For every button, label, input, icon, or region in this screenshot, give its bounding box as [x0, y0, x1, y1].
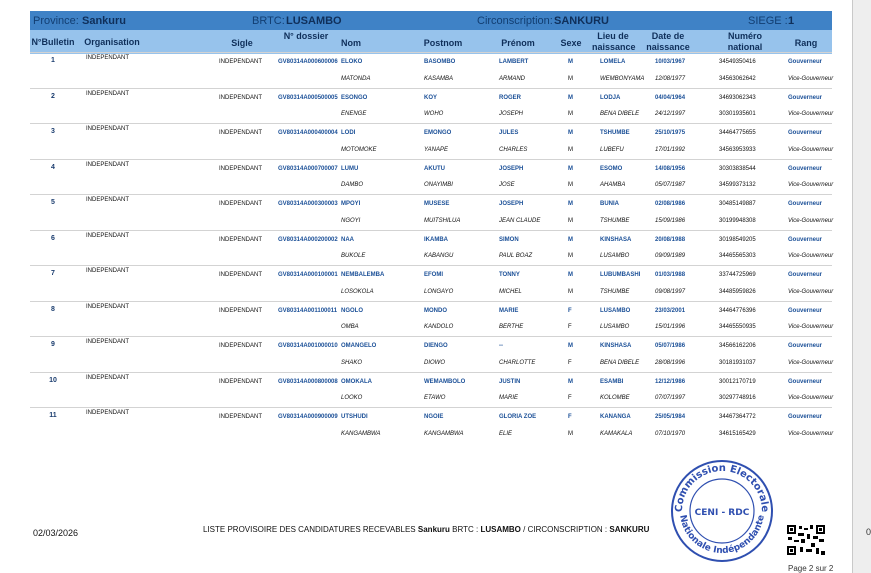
governor-row	[30, 336, 832, 355]
cell-sigle: INDEPENDANT	[219, 272, 263, 278]
cell-lieu: BUNIA	[600, 201, 619, 207]
cell-sexe: M	[568, 94, 573, 101]
bulletin-number: 4	[51, 163, 55, 171]
cell-numero: 34563953933	[719, 146, 756, 153]
cell-date: 23/03/2001	[655, 307, 686, 314]
cell-numero: 34464776396	[719, 307, 756, 314]
cell-rang: Gouverneur	[788, 236, 823, 243]
vice-governor-row	[30, 176, 832, 194]
col-date: Date de naissance	[646, 31, 690, 52]
cell-dossier: GV80314A001100011	[278, 307, 338, 314]
cell-sexe: M	[568, 75, 573, 82]
cell-date: 28/08/1996	[655, 359, 686, 366]
cell-rang: Vice-Gouverneur	[788, 253, 834, 259]
cell-rang: Vice-Gouverneur	[788, 146, 834, 153]
vice-governor-row	[30, 247, 832, 265]
cell-postnom: DIENGO	[424, 343, 448, 349]
cell-rang: Gouverneur	[788, 343, 823, 349]
organisation: INDEPENDANT	[86, 232, 130, 239]
organisation: INDEPENDANT	[86, 197, 130, 203]
bulletin-number: 10	[49, 376, 57, 384]
cell-date: 05/07/1987	[655, 182, 686, 188]
cell-date: 04/04/1964	[655, 94, 686, 101]
cell-numero: 30012170719	[719, 378, 756, 385]
cell-dossier: GV80314A000800008	[278, 378, 338, 385]
cell-lieu: BENA DIBELE	[600, 359, 640, 366]
cell-numero: 30199948308	[719, 217, 756, 224]
cell-sexe: F	[568, 414, 572, 420]
cell-prenom: ELIE	[499, 430, 513, 437]
bulletin-number: 2	[51, 92, 55, 100]
cell-nom: MPOYI	[341, 201, 361, 207]
cell-sexe: F	[568, 395, 572, 401]
col-bulletin: N°Bulletin	[31, 37, 75, 47]
cell-nom: MOTOMOKE	[341, 146, 377, 153]
header-bar	[30, 11, 832, 30]
cell-date: 14/08/1956	[655, 165, 686, 172]
cell-lieu: ESOMO	[600, 165, 623, 172]
cell-sexe: M	[568, 378, 573, 385]
ceni-stamp	[668, 455, 776, 563]
cell-numero: 34693062343	[719, 94, 756, 101]
cell-lieu: KANANGA	[600, 414, 631, 420]
siege-label: SIEGE :	[748, 14, 788, 27]
vice-governor-row	[30, 389, 832, 407]
col-numero: Numéro national	[727, 31, 763, 52]
col-lieu: Lieu de naissance	[592, 31, 636, 52]
cell-sigle: INDEPENDANT	[219, 59, 263, 65]
cell-numero: 34566162206	[719, 343, 756, 349]
cell-postnom: EFOMI	[424, 272, 443, 278]
cell-nom: DAMBO	[341, 182, 364, 188]
cell-rang: Gouverneur	[788, 378, 823, 385]
cell-lieu: KINSHASA	[600, 236, 632, 243]
cell-postnom: YANAPE	[424, 146, 449, 153]
organisation: INDEPENDANT	[86, 268, 130, 274]
qr-code-icon	[786, 524, 826, 556]
governor-row	[30, 407, 832, 426]
cell-date: 24/12/1997	[655, 111, 686, 117]
cell-prenom: --	[499, 343, 503, 349]
cell-date: 15/01/1996	[655, 324, 686, 330]
cell-lieu: LODJA	[600, 94, 621, 101]
cell-sigle: INDEPENDANT	[219, 94, 263, 101]
footer-date: 02/03/2026	[33, 528, 79, 538]
organisation: INDEPENDANT	[86, 339, 130, 345]
cell-prenom: TONNY	[499, 272, 520, 278]
cell-lieu: LUBUMBASHI	[600, 272, 641, 278]
cell-sexe: M	[568, 288, 573, 295]
cell-prenom: JOSE	[499, 182, 515, 188]
province-value: Sankuru	[82, 14, 127, 27]
vice-governor-row	[30, 318, 832, 336]
governor-row	[30, 230, 832, 249]
vice-governor-row	[30, 425, 832, 443]
cell-rang: Gouverneur	[788, 130, 823, 136]
cell-date: 10/03/1967	[655, 59, 686, 65]
cell-rang: Vice-Gouverneur	[788, 395, 834, 401]
governor-row	[30, 159, 832, 178]
cell-sexe: M	[568, 430, 573, 437]
cell-nom: OMOKALA	[341, 378, 372, 385]
cell-sigle: INDEPENDANT	[219, 236, 263, 243]
cell-numero: 30198549205	[719, 236, 756, 243]
col-dossier: N° dossier	[283, 31, 329, 41]
col-postnom: Postnom	[423, 38, 463, 48]
cell-sexe: M	[568, 130, 573, 136]
cell-numero: 34464775655	[719, 130, 756, 136]
cell-rang: Vice-Gouverneur	[788, 288, 834, 295]
governor-row	[30, 123, 832, 142]
cell-sigle: INDEPENDANT	[219, 130, 263, 136]
cell-prenom: BERTHE	[499, 324, 524, 330]
cell-date: 02/08/1986	[655, 201, 686, 207]
province-label: Province:	[33, 14, 79, 27]
cell-date: 15/09/1986	[655, 217, 686, 224]
organisation: INDEPENDANT	[86, 55, 130, 61]
cell-sexe: M	[568, 201, 573, 207]
cell-sexe: M	[568, 59, 573, 65]
cell-nom: LODI	[341, 130, 356, 136]
cell-lieu: LUBEFU	[600, 146, 624, 153]
governor-row	[30, 265, 832, 284]
cell-date: 20/08/1988	[655, 236, 686, 243]
cell-prenom: PAUL BOAZ	[499, 253, 533, 259]
vice-governor-row	[30, 70, 832, 88]
cell-date: 12/12/1986	[655, 378, 686, 385]
cell-date: 12/08/1977	[655, 75, 686, 82]
cell-numero: 34599373132	[719, 182, 756, 188]
cell-lieu: LUSAMBO	[600, 307, 631, 314]
cell-rang: Gouverneur	[788, 414, 823, 420]
cell-dossier: GV80314A000100001	[278, 272, 338, 278]
brtc-value: LUSAMBO	[286, 14, 342, 27]
cell-sexe: M	[568, 272, 573, 278]
cell-postnom: MUITSHILUA	[424, 217, 461, 224]
cell-sexe: F	[568, 359, 572, 366]
cell-prenom: MICHEL	[499, 288, 522, 295]
cell-rang: Vice-Gouverneur	[788, 111, 834, 117]
cell-rang: Vice-Gouverneur	[788, 182, 834, 188]
bulletin-number: 11	[49, 412, 57, 419]
cell-dossier: GV80314A000200002	[278, 236, 338, 243]
cell-rang: Gouverneur	[788, 201, 823, 207]
cell-postnom: ONAYIMBI	[424, 182, 453, 188]
bulletin-number: 9	[51, 341, 55, 348]
cell-numero: 34467364772	[719, 414, 756, 420]
cell-nom: LUMU	[341, 165, 359, 172]
cell-nom: OMANGELO	[341, 343, 377, 349]
col-prenom: Prénom	[501, 38, 535, 48]
cell-nom: BUKOLE	[341, 253, 366, 259]
vice-governor-row	[30, 354, 832, 372]
cell-lieu: ESAMBI	[600, 378, 624, 385]
cell-nom: ESONGO	[341, 94, 368, 101]
cell-sexe: F	[568, 307, 572, 314]
cell-postnom: KOY	[424, 94, 438, 101]
cell-rang: Vice-Gouverneur	[788, 324, 834, 330]
cell-date: 09/08/1997	[655, 288, 686, 295]
cell-prenom: MARIE	[499, 307, 519, 314]
governor-row	[30, 52, 832, 71]
cell-lieu: BENA DIBELE	[600, 111, 640, 117]
cell-lieu: KINSHASA	[600, 343, 632, 349]
cell-postnom: NGOIE	[424, 414, 444, 420]
cell-date: 07/10/1970	[655, 430, 686, 437]
cell-nom: KANGAMBWA	[341, 430, 381, 437]
column-header-row	[30, 30, 832, 54]
cell-rang: Vice-Gouverneur	[788, 75, 834, 82]
cell-rang: Gouverneur	[788, 272, 823, 278]
cell-numero: 30297748916	[719, 395, 756, 401]
cell-nom: NEMBALEMBA	[341, 272, 385, 278]
cell-prenom: JUSTIN	[499, 378, 521, 385]
cell-lieu: LUSAMBO	[600, 324, 630, 330]
page-edge	[852, 0, 871, 573]
cell-sigle: INDEPENDANT	[219, 201, 263, 207]
cell-postnom: KANDOLO	[424, 324, 454, 330]
governor-row	[30, 88, 832, 107]
cell-sigle: INDEPENDANT	[219, 165, 263, 172]
col-nom: Nom	[341, 38, 361, 48]
cell-date: 09/09/1989	[655, 253, 686, 259]
bulletin-number: 5	[51, 199, 55, 206]
bulletin-number: 3	[51, 128, 55, 135]
cell-date: 25/05/1984	[655, 414, 686, 420]
cell-numero: 34549350416	[719, 59, 756, 65]
cell-rang: Vice-Gouverneur	[788, 217, 834, 224]
brtc-label: BRTC:	[252, 14, 285, 27]
cell-postnom: LONGAYO	[424, 288, 454, 295]
stamp-bottom-text: Nationale Indépendante	[677, 514, 767, 557]
col-sigle: Sigle	[231, 38, 253, 48]
cell-prenom: ARMAND	[499, 75, 526, 82]
cell-postnom: EMONGO	[424, 130, 452, 136]
cell-nom: UTSHUDI	[341, 414, 368, 420]
col-rang: Rang	[794, 38, 818, 48]
cell-sigle: INDEPENDANT	[219, 378, 263, 385]
cell-prenom: CHARLOTTE	[499, 359, 536, 366]
stamp-top-text: Commission Electorale	[673, 462, 771, 513]
cell-postnom: AKUTU	[424, 165, 445, 172]
cell-sexe: M	[568, 253, 573, 259]
edge-mark: 0	[866, 527, 871, 537]
cell-nom: OMBA	[341, 324, 359, 330]
circonscription-label: Circonscription:	[477, 14, 553, 27]
page-number: Page 2 sur 2	[788, 564, 834, 573]
cell-date: 17/01/1992	[655, 146, 686, 153]
organisation: INDEPENDANT	[86, 410, 130, 416]
cell-dossier: GV80314A000500005	[278, 94, 338, 101]
cell-dossier: GV80314A000900009	[278, 414, 338, 420]
bulletin-number: 7	[51, 270, 55, 277]
cell-sexe: M	[568, 146, 573, 153]
cell-postnom: KABANGU	[424, 253, 454, 259]
cell-prenom: JOSEPH	[499, 165, 524, 172]
cell-postnom: WEMAMBOLO	[424, 378, 466, 385]
cell-postnom: MUSESE	[424, 201, 450, 207]
cell-date: 01/03/1988	[655, 272, 686, 278]
cell-postnom: KANGAMBWA	[424, 430, 464, 437]
col-organisation: Organisation	[84, 37, 140, 47]
cell-sigle: INDEPENDANT	[219, 414, 263, 420]
cell-dossier: GV80314A000300003	[278, 201, 338, 207]
governor-row	[30, 372, 832, 391]
cell-sexe: F	[568, 324, 572, 330]
cell-postnom: BASOMBO	[424, 59, 456, 65]
organisation: INDEPENDANT	[86, 303, 130, 310]
cell-numero: 30485149887	[719, 201, 756, 207]
vice-governor-row	[30, 141, 832, 159]
cell-lieu: TSHUMBE	[600, 130, 630, 136]
stamp-center-text: CENI - RDC	[694, 508, 750, 518]
footer-title: LISTE PROVISOIRE DES CANDIDATURES RECEVABLES Sankuru BRTC : LUSAMBO / CIRCONSCRIPTION : SANKURU	[203, 525, 650, 534]
organisation: INDEPENDANT	[86, 161, 130, 168]
cell-sexe: M	[568, 111, 573, 117]
organisation: INDEPENDANT	[86, 90, 130, 97]
cell-dossier: GV80314A000600006	[278, 59, 338, 65]
cell-sexe: M	[568, 165, 573, 172]
cell-prenom: CHARLES	[499, 146, 528, 153]
siege-value: 1	[788, 14, 795, 27]
circonscription-value: SANKURU	[554, 14, 609, 27]
cell-postnom: MONDO	[424, 307, 447, 314]
cell-prenom: MARIE	[499, 395, 519, 401]
cell-rang: Gouverneur	[788, 307, 823, 314]
cell-postnom: IKAMBA	[424, 236, 448, 243]
bulletin-number: 6	[51, 234, 55, 242]
cell-numero: 34485959826	[719, 288, 756, 295]
cell-nom: ELOKO	[341, 59, 363, 65]
cell-sexe: M	[568, 236, 573, 243]
cell-prenom: JOSEPH	[499, 201, 524, 207]
cell-prenom: LAMBERT	[499, 59, 529, 65]
cell-rang: Vice-Gouverneur	[788, 359, 834, 366]
cell-lieu: LUSAMBO	[600, 253, 630, 259]
cell-prenom: GLORIA ZOE	[499, 414, 537, 420]
cell-nom: MATONDA	[341, 75, 371, 82]
cell-lieu: TSHUMBE	[600, 217, 630, 224]
cell-lieu: KOLOMBE	[600, 395, 630, 401]
cell-lieu: KAMAKALA	[600, 430, 633, 437]
cell-nom: LOSOKOLA	[341, 288, 374, 295]
cell-prenom: SIMON	[499, 236, 519, 243]
cell-nom: ENENGE	[341, 111, 367, 117]
vice-governor-row	[30, 212, 832, 230]
bulletin-number: 1	[51, 57, 55, 64]
cell-nom: NGOYI	[341, 217, 361, 224]
col-sexe: Sexe	[560, 38, 582, 48]
cell-prenom: JOSEPH	[499, 111, 524, 117]
cell-nom: NGOLO	[341, 307, 363, 314]
cell-rang: Vice-Gouverneur	[788, 430, 834, 437]
vice-governor-row	[30, 283, 832, 301]
cell-rang: Gouverneur	[788, 94, 823, 101]
cell-postnom: WOHO	[424, 111, 444, 117]
cell-prenom: JEAN CLAUDE	[499, 217, 541, 224]
cell-date: 05/07/1986	[655, 343, 686, 349]
cell-rang: Gouverneur	[788, 165, 823, 172]
cell-sexe: M	[568, 217, 573, 224]
cell-dossier: GV80314A000700007	[278, 165, 338, 172]
cell-nom: SHAKO	[341, 359, 363, 366]
cell-sigle: INDEPENDANT	[219, 307, 263, 314]
governor-row	[30, 301, 832, 320]
cell-nom: LOOKO	[341, 395, 363, 401]
cell-numero: 33744725969	[719, 272, 756, 278]
governor-row	[30, 194, 832, 213]
cell-date: 25/10/1975	[655, 130, 686, 136]
cell-numero: 34615165429	[719, 430, 756, 437]
cell-postnom: ETAWO	[424, 395, 446, 401]
cell-numero: 34465550935	[719, 324, 756, 330]
cell-numero: 30301935601	[719, 111, 756, 117]
cell-sexe: M	[568, 182, 573, 188]
cell-numero: 30303838544	[719, 165, 756, 172]
cell-nom: NAA	[341, 236, 354, 243]
cell-numero: 34563062642	[719, 75, 756, 82]
cell-postnom: KASAMBA	[424, 75, 454, 82]
cell-sexe: M	[568, 343, 573, 349]
cell-prenom: JULES	[499, 130, 519, 136]
bulletin-number: 8	[51, 305, 55, 313]
cell-prenom: ROGER	[499, 94, 522, 101]
cell-sigle: INDEPENDANT	[219, 343, 263, 349]
cell-lieu: TSHUMBE	[600, 288, 630, 295]
cell-numero: 30181931037	[719, 359, 756, 366]
cell-dossier: GV80314A001000010	[278, 343, 338, 349]
organisation: INDEPENDANT	[86, 126, 130, 132]
cell-lieu: AHAMBA	[600, 182, 626, 188]
vice-governor-row	[30, 105, 832, 123]
cell-lieu: LOMELA	[600, 59, 626, 65]
cell-dossier: GV80314A000400004	[278, 130, 338, 136]
cell-rang: Gouverneur	[788, 59, 823, 65]
cell-lieu: WEMBONYAMA	[600, 75, 645, 82]
cell-postnom: DIOWO	[424, 359, 445, 366]
cell-numero: 34465565303	[719, 253, 756, 259]
cell-date: 07/07/1997	[655, 395, 686, 401]
organisation: INDEPENDANT	[86, 374, 130, 381]
